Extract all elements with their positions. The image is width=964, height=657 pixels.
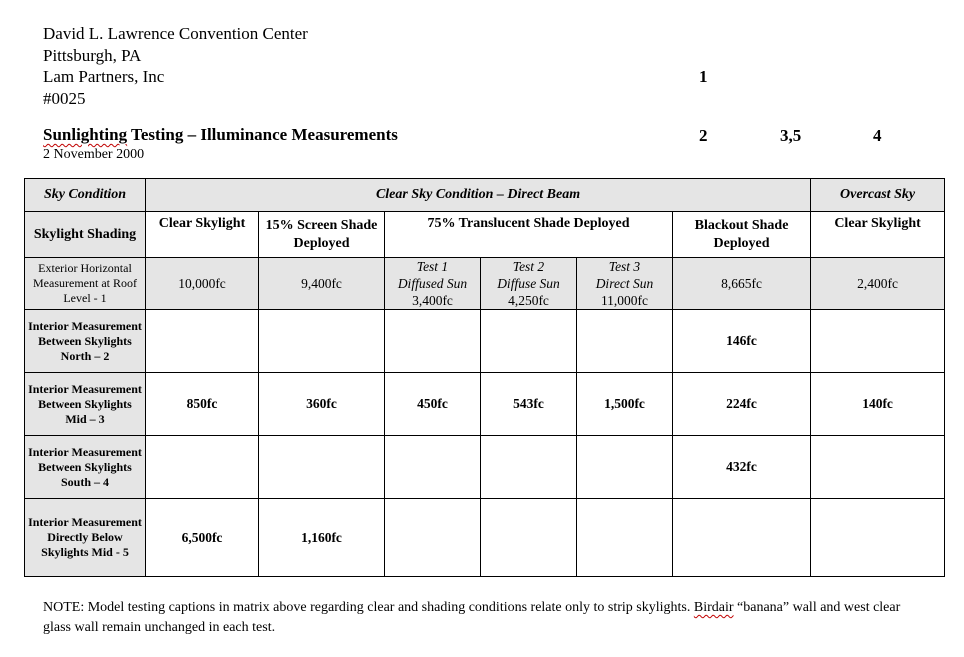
north-row <box>25 310 945 373</box>
south-test-3-value <box>577 436 673 499</box>
mid-test-2-value: 543fc <box>481 373 577 436</box>
exterior-test-3 <box>577 258 673 310</box>
north-test-2-value <box>481 310 577 373</box>
test-3-name: Test 3 <box>608 259 641 274</box>
north-blackout-value: 146fc <box>673 310 811 373</box>
below-test-1-value <box>385 499 481 577</box>
test-2-value: 4,250fc <box>508 293 549 308</box>
north-label: Interior Measurement Between Skylights North – 2 <box>25 310 146 373</box>
north-overcast-value <box>811 310 945 373</box>
exterior-blackout-value: 8,665fc <box>673 258 811 310</box>
note-birdair: Birdair <box>693 600 734 615</box>
below-overcast-value <box>811 499 945 577</box>
marker-2: 2 <box>699 126 708 145</box>
exterior-row <box>25 258 945 310</box>
blackout-header: Blackout Shade Deployed <box>673 212 811 258</box>
exterior-test-2 <box>481 258 577 310</box>
mid-screen-value: 360fc <box>259 373 385 436</box>
mid-label: Interior Measurement Between Skylights Mid – 3 <box>25 373 146 436</box>
test-3-desc: Direct Sun <box>595 276 654 291</box>
north-test-1-value <box>385 310 481 373</box>
marker-3-5: 3,5 <box>780 126 802 145</box>
title-rest: Testing – Illuminance Measurements <box>127 125 398 144</box>
below-test-3-value <box>577 499 673 577</box>
south-row <box>25 436 945 499</box>
below-label: Interior Measurement Directly Below Skylights Mid - 5 <box>25 499 146 577</box>
clear-sky-direct-header: Clear Sky Condition – Direct Beam <box>146 179 811 212</box>
header-line-4: #0025 <box>43 89 86 108</box>
footnote <box>43 598 923 638</box>
translucent-75-header: 75% Translucent Shade Deployed <box>385 212 673 258</box>
test-1-desc: Diffused Sun <box>397 276 468 291</box>
note-part-2: “banana” wall and west clear glass wall remain unchanged in each test. <box>43 600 901 635</box>
mid-test-1-value: 450fc <box>385 373 481 436</box>
below-clear-value: 6,500fc <box>146 499 259 577</box>
date-line: 2 November 2000 <box>43 147 145 162</box>
test-1-name: Test 1 <box>416 259 449 274</box>
north-clear-value <box>146 310 259 373</box>
south-label: Interior Measurement Between Skylights South – 4 <box>25 436 146 499</box>
below-screen-value: 1,160fc <box>259 499 385 577</box>
illuminance-table <box>24 178 945 577</box>
clear-skylight-header: Clear Skylight <box>146 212 259 258</box>
title-word: Sunlighting <box>43 125 128 144</box>
exterior-overcast-value: 2,400fc <box>811 258 945 310</box>
south-clear-value <box>146 436 259 499</box>
exterior-test-1 <box>385 258 481 310</box>
header-line-1: David L. Lawrence Convention Center <box>43 24 308 43</box>
mid-clear-value: 850fc <box>146 373 259 436</box>
marker-4: 4 <box>873 126 882 145</box>
mid-overcast-value: 140fc <box>811 373 945 436</box>
south-overcast-value <box>811 436 945 499</box>
marker-1: 1 <box>699 67 708 86</box>
shading-row <box>25 212 945 258</box>
below-row <box>25 499 945 577</box>
north-test-3-value <box>577 310 673 373</box>
test-3-value: 11,000fc <box>600 293 649 308</box>
mid-blackout-value: 224fc <box>673 373 811 436</box>
test-1-value: 3,400fc <box>412 293 453 308</box>
overcast-sky-header: Overcast Sky <box>811 179 945 212</box>
mid-test-3-value: 1,500fc <box>577 373 673 436</box>
screen-15-header: 15% Screen Shade Deployed <box>259 212 385 258</box>
note-part-1: NOTE: Model testing captions in matrix above regarding clear and shading conditions relate only to strip skylights. <box>43 600 694 615</box>
south-screen-value <box>259 436 385 499</box>
sky-condition-label: Sky Condition <box>25 179 146 212</box>
test-2-desc: Diffuse Sun <box>497 276 560 291</box>
overcast-clear-skylight-header: Clear Skylight <box>811 212 945 258</box>
south-test-1-value <box>385 436 481 499</box>
exterior-clear-value: 10,000fc <box>146 258 259 310</box>
north-screen-value <box>259 310 385 373</box>
below-blackout-value <box>673 499 811 577</box>
exterior-label: Exterior Horizontal Measurement at Roof Level - 1 <box>25 258 146 310</box>
sky-condition-row <box>25 179 945 212</box>
skylight-shading-label: Skylight Shading <box>25 212 146 258</box>
header-line-2: Pittsburgh, PA <box>43 46 142 65</box>
exterior-screen-value: 9,400fc <box>259 258 385 310</box>
page-title <box>43 125 398 145</box>
below-test-2-value <box>481 499 577 577</box>
south-blackout-value: 432fc <box>673 436 811 499</box>
header-line-3: Lam Partners, Inc <box>43 67 165 86</box>
south-test-2-value <box>481 436 577 499</box>
mid-row <box>25 373 945 436</box>
test-2-name: Test 2 <box>512 259 545 274</box>
